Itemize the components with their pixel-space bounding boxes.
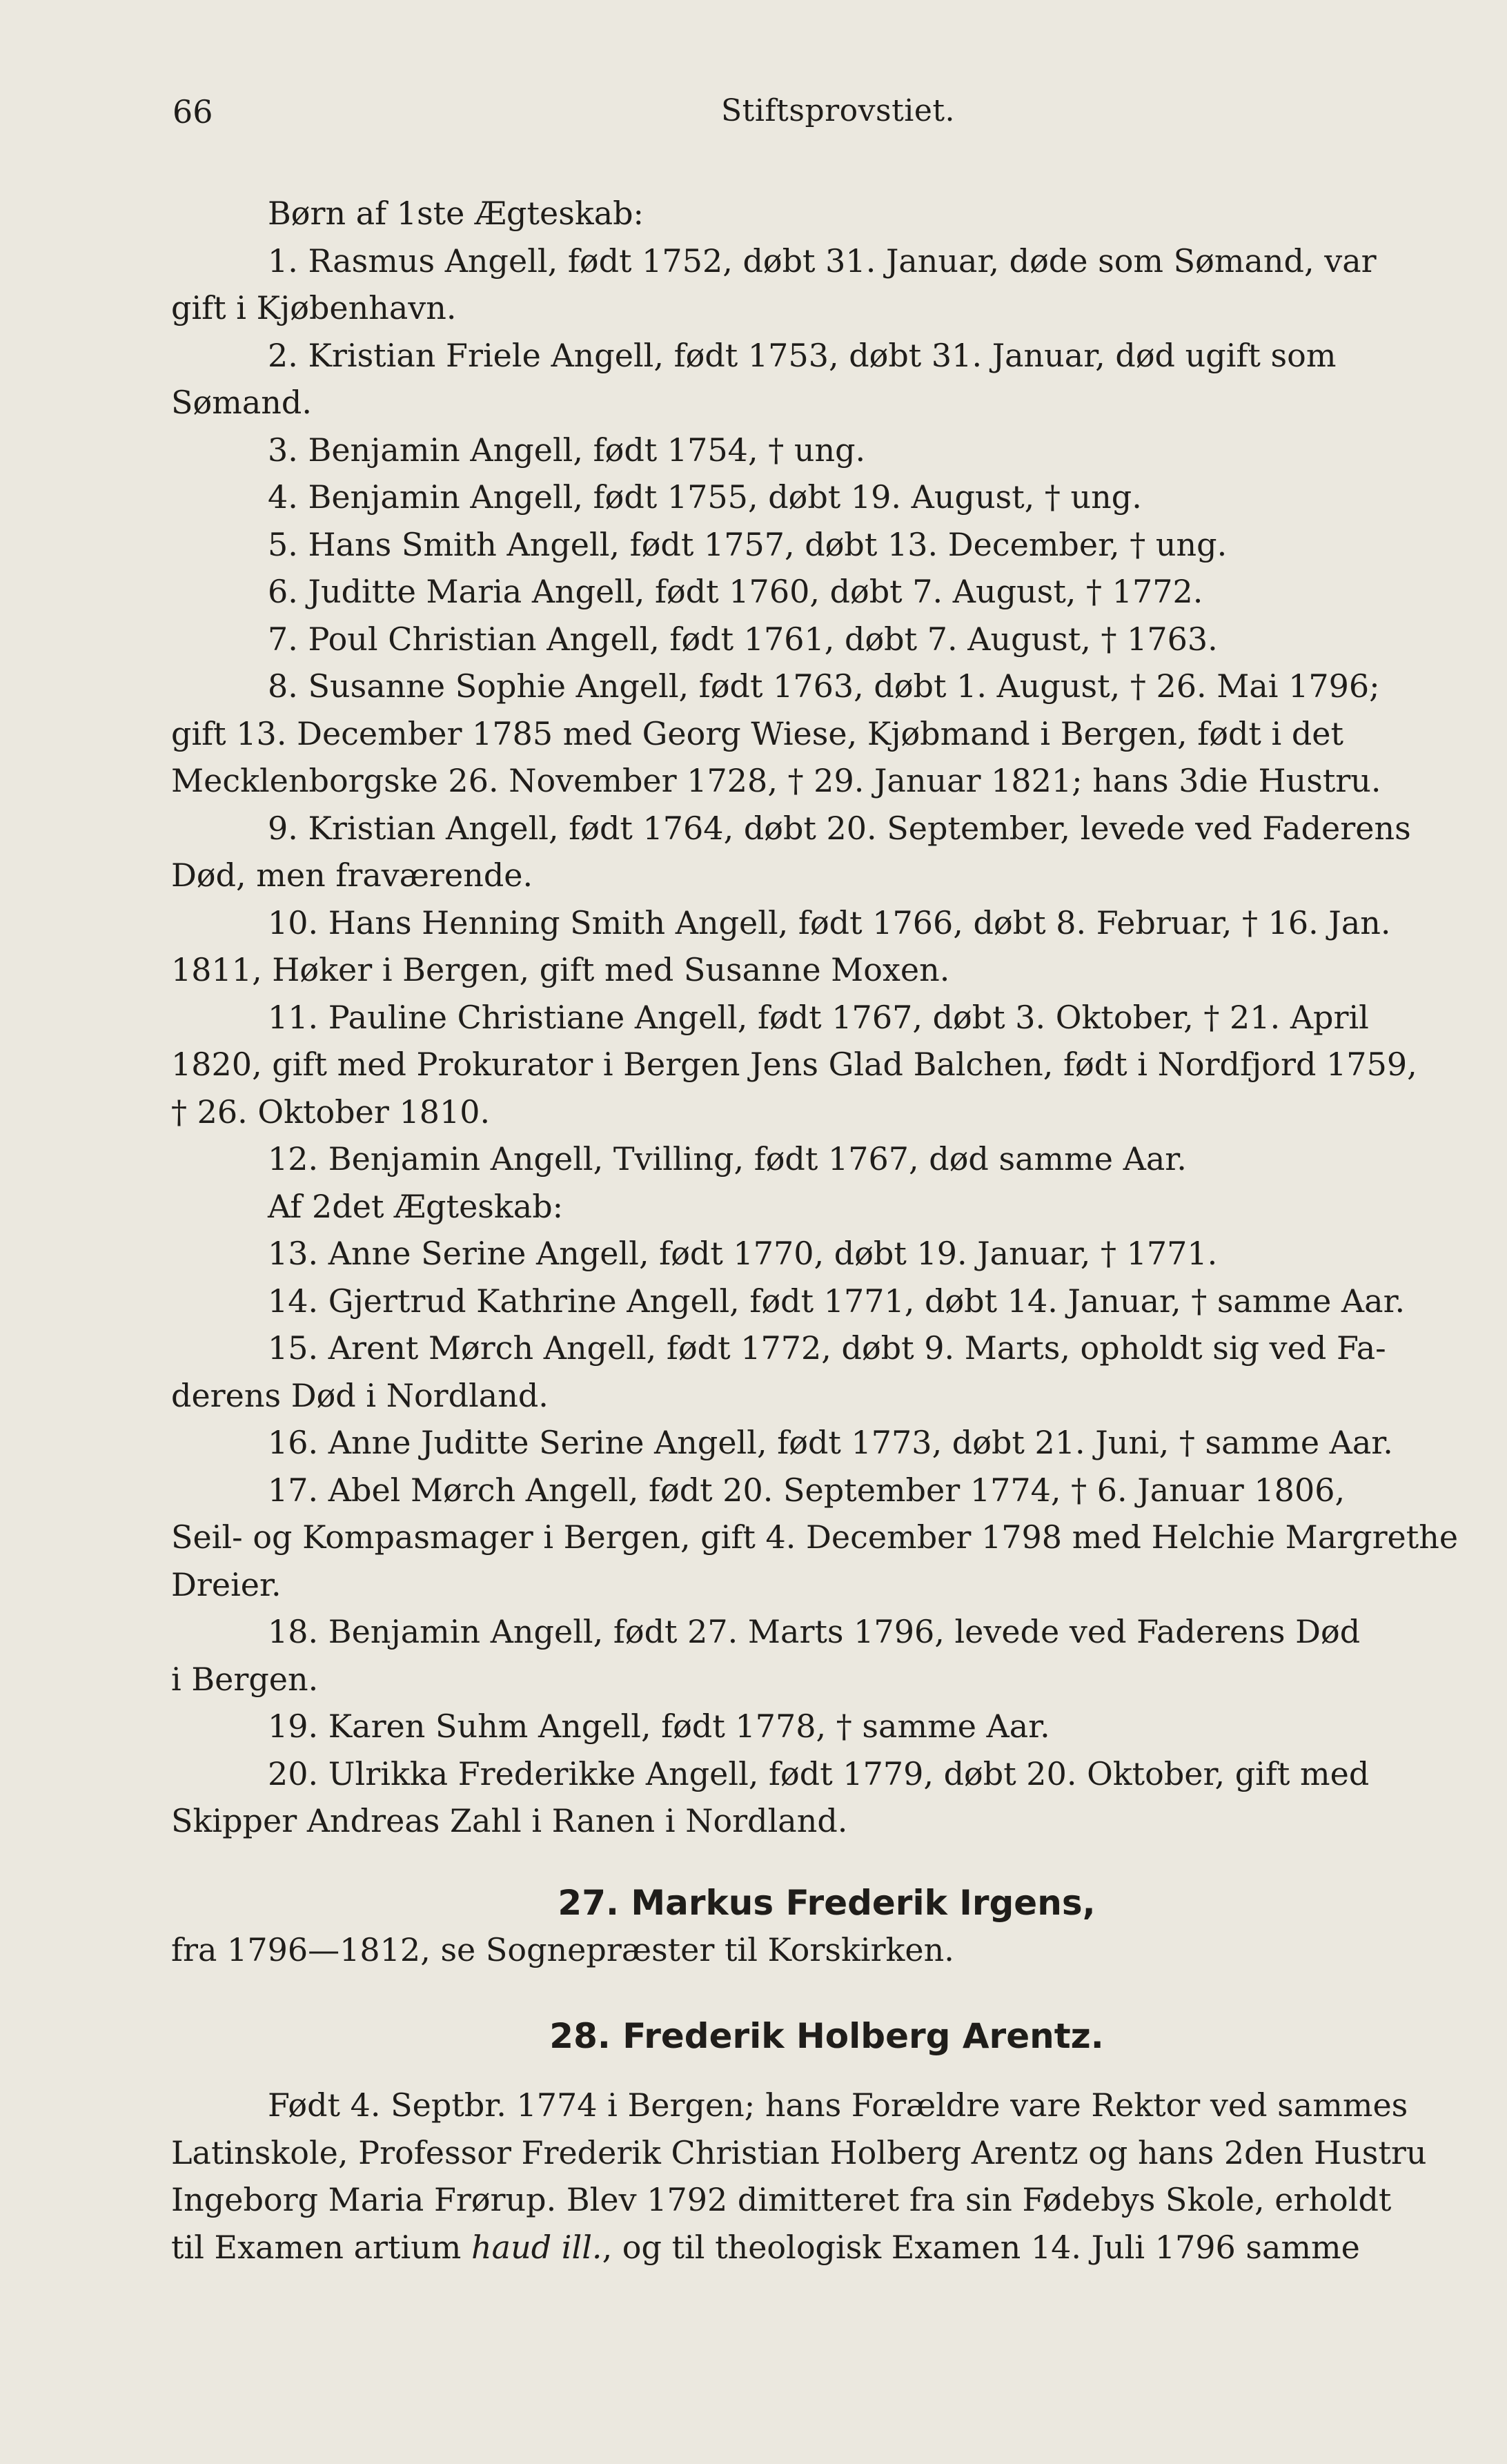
text-line: Dreier.: [171, 1565, 282, 1603]
text-line: i Bergen.: [171, 1660, 319, 1698]
section-heading-28: 28. Frederik Holberg Arentz.: [549, 2015, 1104, 2056]
text-line: 9. Kristian Angell, født 1764, døbt 20. September, levede ved Faderens: [268, 809, 1411, 847]
text-segment: , og til theologisk Examen 14. Juli 1796 samme: [602, 2228, 1360, 2266]
page-header: [173, 93, 1417, 148]
text-line: [171, 2224, 1482, 2271]
text-line: fra 1796—1812, se Sognepræster til Korskirken.: [171, 1931, 954, 1968]
text-line: 1. Rasmus Angell, født 1752, døbt 31. Januar, døde som Sømand, var: [268, 242, 1377, 280]
section-gap: [171, 2060, 1482, 2082]
text-line: 13. Anne Serine Angell, født 1770, døbt 19. Januar, † 1771.: [268, 1235, 1218, 1272]
text-line: Ingeborg Maria Frørup. Blev 1792 dimitteret fra sin Fødebys Skole, erholdt: [171, 2181, 1392, 2218]
text-line: 1811, Høker i Bergen, gift med Susanne Moxen.: [171, 951, 950, 988]
section-gap: [171, 1845, 1482, 1879]
text-line: 4. Benjamin Angell, født 1755, døbt 19. August, † ung.: [268, 478, 1142, 516]
text-line: 19. Karen Suhm Angell, født 1778, † samme Aar.: [268, 1708, 1050, 1745]
text-segment: til Examen artium: [171, 2228, 472, 2266]
text-line: 6. Juditte Maria Angell, født 1760, døbt 7. August, † 1772.: [268, 573, 1203, 610]
text-line: 16. Anne Juditte Serine Angell, født 1773, døbt 21. Juni, † samme Aar.: [268, 1424, 1393, 1461]
page-number: 66: [173, 93, 213, 130]
text-line: Død, men fraværende.: [171, 857, 533, 894]
text-line: 8. Susanne Sophie Angell, født 1763, døbt 1. August, † 26. Mai 1796;: [268, 667, 1380, 705]
text-line: Seil- og Kompasmager i Bergen, gift 4. December 1798 med Helchie Margrethe: [171, 1518, 1459, 1556]
text-line: Skipper Andreas Zahl i Ranen i Nordland.: [171, 1802, 848, 1839]
text-line: derens Død i Nordland.: [171, 1376, 549, 1414]
text-line: 20. Ulrikka Frederikke Angell, født 1779, døbt 20. Oktober, gift med: [268, 1754, 1370, 1792]
italic-latin-phrase: haud ill.: [471, 2228, 602, 2266]
text-line: 3. Benjamin Angell, født 1754, † ung.: [268, 431, 866, 469]
text-line: 14. Gjertrud Kathrine Angell, født 1771, døbt 14. Januar, † samme Aar.: [268, 1282, 1406, 1320]
text-line: 15. Arent Mørch Angell, født 1772, døbt 9. Marts, opholdt sig ved Fa-: [268, 1329, 1386, 1367]
text-line: 12. Benjamin Angell, Tvilling, født 1767, død samme Aar.: [268, 1140, 1187, 1177]
text-line: 2. Kristian Friele Angell, født 1753, døbt 31. Januar, død ugift som: [268, 336, 1337, 374]
text-line: Latinskole, Professor Frederik Christian Holberg Arentz og hans 2den Hustru: [171, 2133, 1427, 2171]
text-line: 5. Hans Smith Angell, født 1757, døbt 13. December, † ung.: [268, 525, 1228, 563]
text-line: † 26. Oktober 1810.: [171, 1093, 491, 1131]
running-title: Stiftsprovstiet.: [721, 93, 956, 128]
text-line: Børn af 1ste Ægteskab:: [268, 195, 644, 232]
text-line: Født 4. Septbr. 1774 i Bergen; hans Forældre vare Rektor ved sammes: [268, 2086, 1408, 2124]
section-heading-27: 27. Markus Frederik Irgens,: [558, 1882, 1096, 1923]
text-line: 18. Benjamin Angell, født 27. Marts 1796, levede ved Faderens Død: [268, 1613, 1361, 1650]
text-line: 10. Hans Henning Smith Angell, født 1766, døbt 8. Februar, † 16. Jan.: [268, 903, 1391, 941]
page-body: [171, 190, 1482, 2271]
text-line: 11. Pauline Christiane Angell, født 1767, døbt 3. Oktober, † 21. April: [268, 998, 1369, 1036]
text-line: Sømand.: [171, 384, 312, 421]
text-line: 1820, gift med Prokurator i Bergen Jens Glad Balchen, født i Nordfjord 1759,: [171, 1046, 1417, 1083]
text-line: 17. Abel Mørch Angell, født 20. September 1774, † 6. Januar 1806,: [268, 1471, 1346, 1509]
text-line: Af 2det Ægteskab:: [268, 1187, 564, 1225]
text-line: gift i Kjøbenhavn.: [171, 289, 457, 326]
text-line: 7. Poul Christian Angell, født 1761, døbt 7. August, † 1763.: [268, 620, 1218, 658]
section-gap: [171, 1974, 1482, 2013]
text-line: gift 13. December 1785 med Georg Wiese, Kjøbmand i Bergen, født i det: [171, 714, 1344, 752]
text-line: Mecklenborgske 26. November 1728, † 29. Januar 1821; hans 3die Hustru.: [171, 762, 1381, 799]
